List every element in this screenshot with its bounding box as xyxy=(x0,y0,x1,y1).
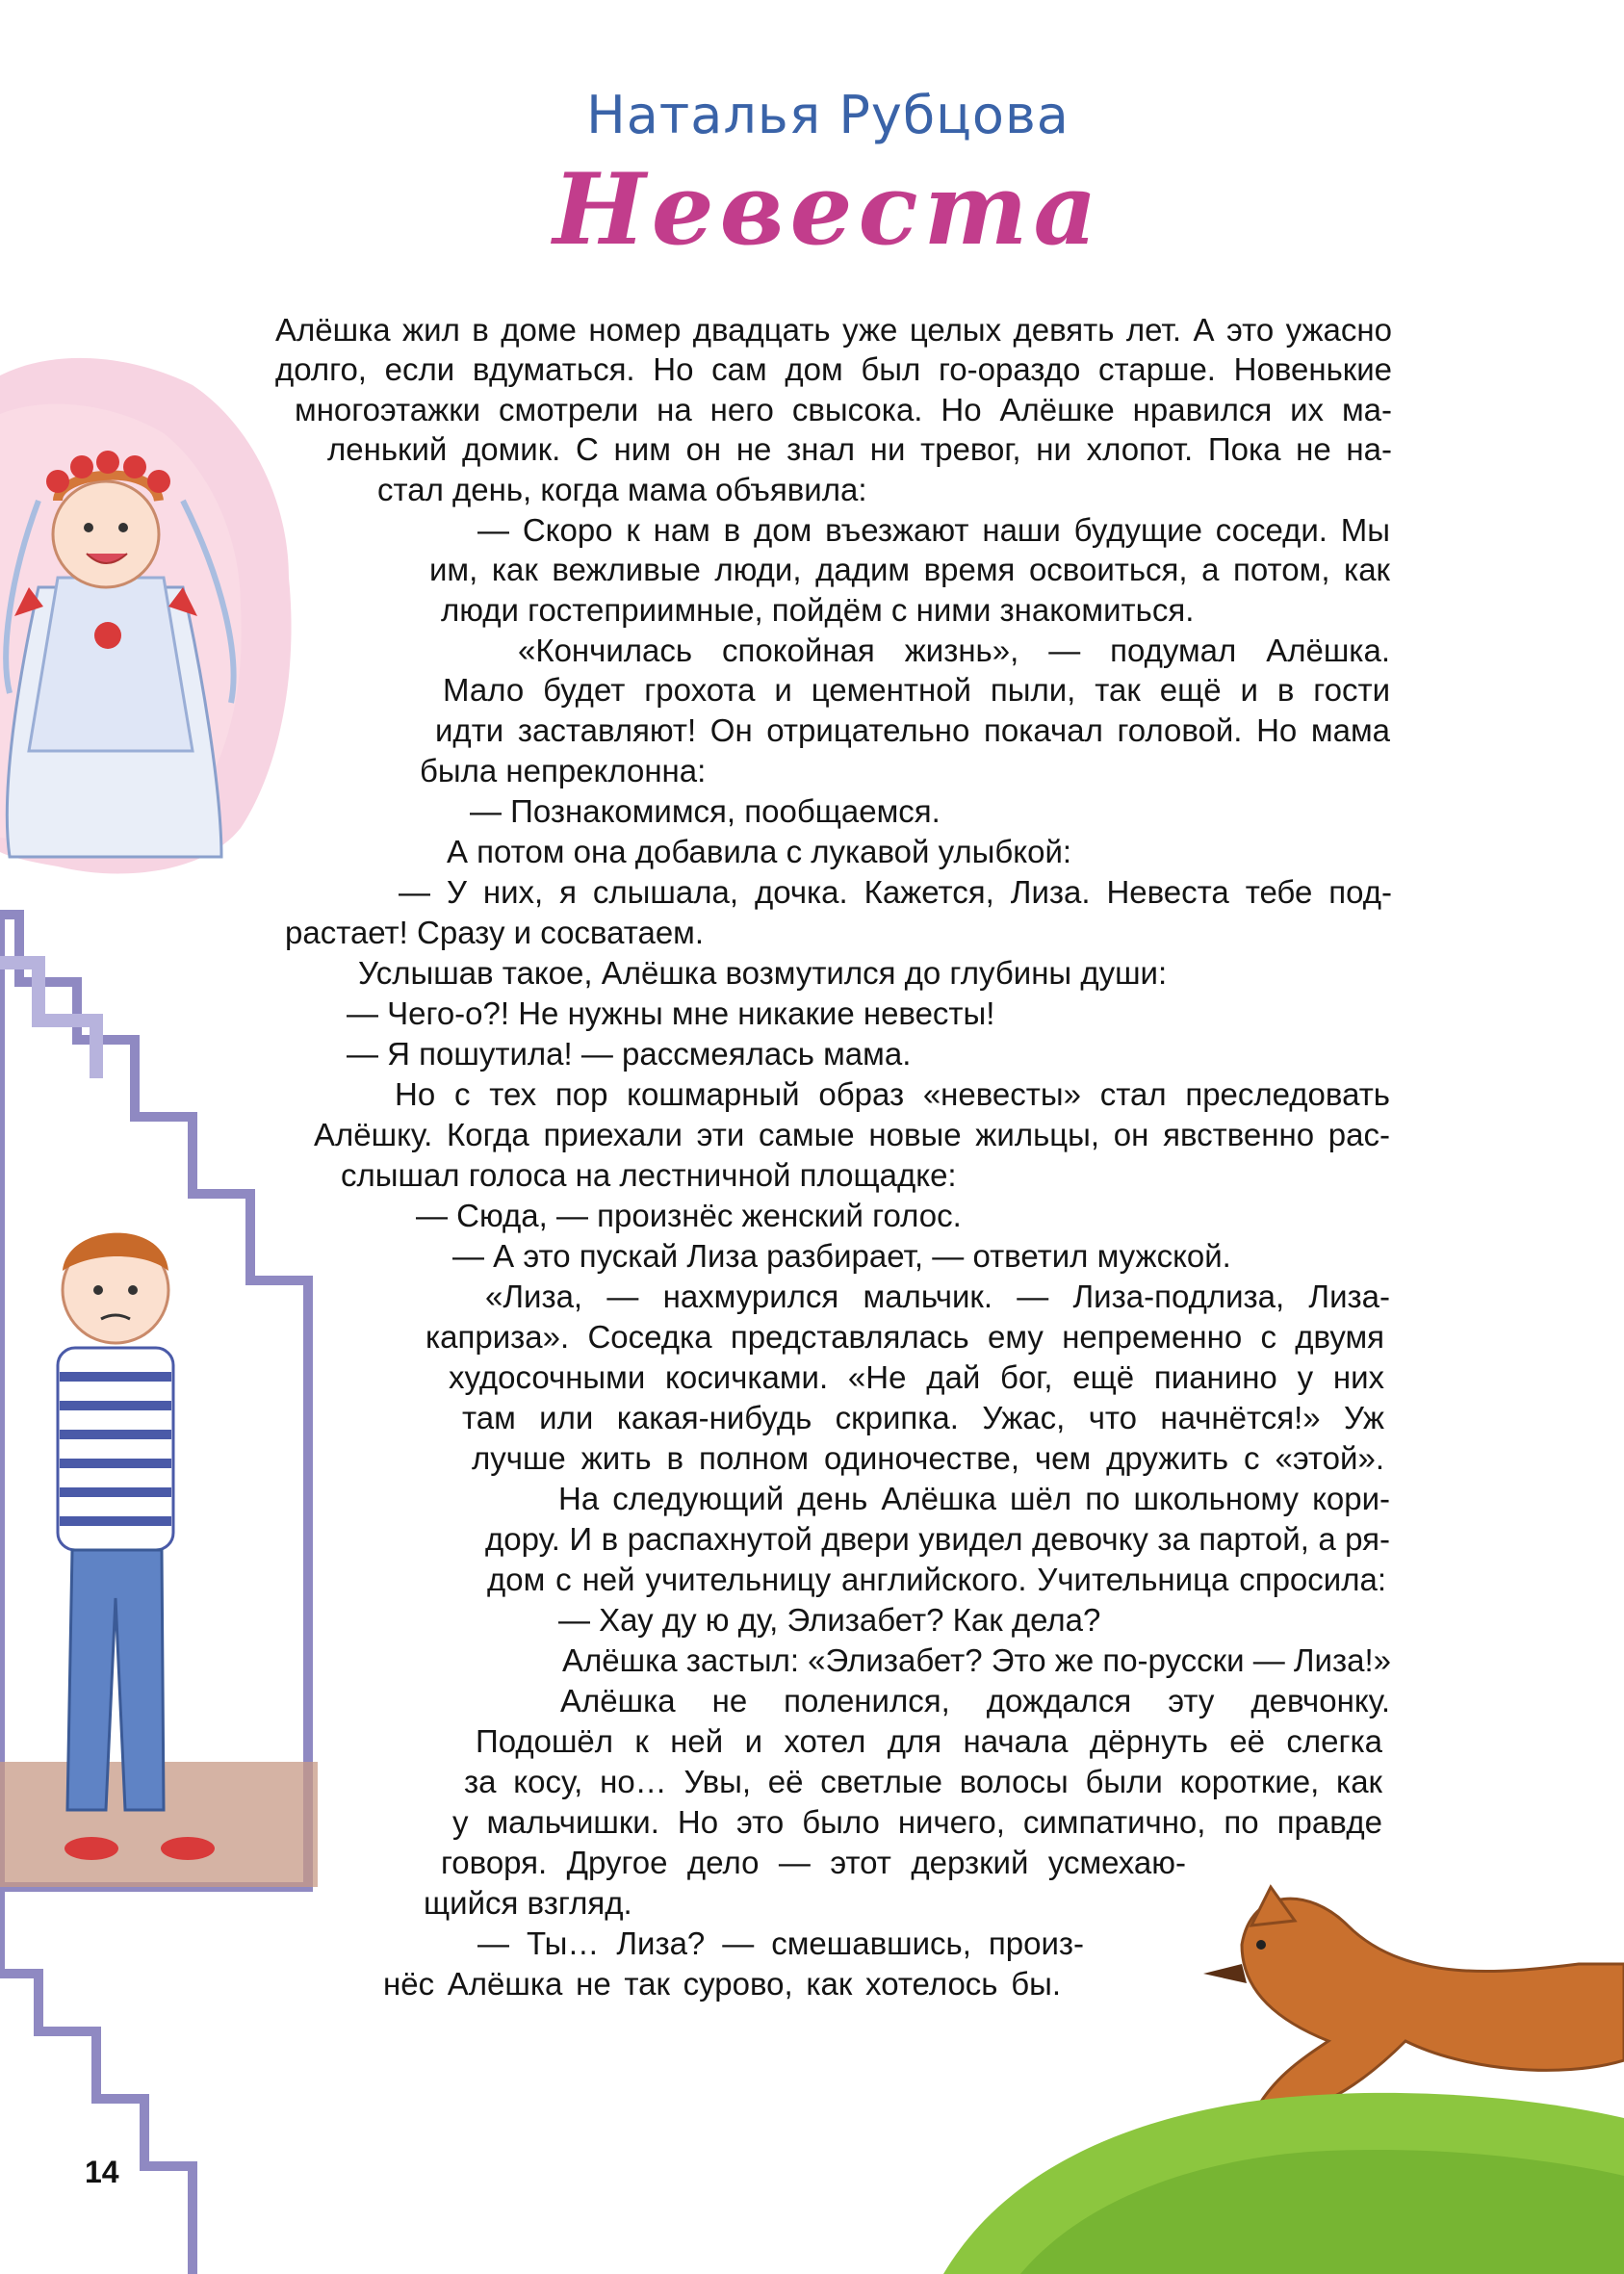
text-line: — У них, я слышала, дочка. Кажется, Лиза. Невеста тебе под- xyxy=(399,874,1392,910)
text-line: долго, если вдуматься. Но сам дом был го-ораздо старше. Новенькие xyxy=(275,351,1392,387)
text-line: говоря. Другое дело — этот дерзкий усмехаю- xyxy=(441,1845,1186,1880)
text-line: люди гостеприимные, пойдём с ними знакомиться. xyxy=(441,592,1195,628)
text-line: слышал голоса на лестничной площадке: xyxy=(341,1157,957,1193)
text-line: «Кончилась спокойная жизнь», — подумал Алёшка. xyxy=(518,633,1390,668)
text-line: Алёшка застыл: «Элизабет? Это же по-русски — Лиза!» xyxy=(562,1642,1391,1678)
story-title: Невеста xyxy=(553,152,1103,268)
text-line: — Я пошутила! — рассмеялась мама. xyxy=(347,1036,912,1072)
text-line: растает! Сразу и сосватаем. xyxy=(285,915,705,950)
text-line: «Лиза, — нахмурился мальчик. — Лиза-подлиза, Лиза- xyxy=(485,1279,1390,1314)
text-line: им, как вежливые люди, дадим время освоиться, а потом, как xyxy=(429,552,1390,587)
text-line: дору. И в распахнутой двери увидел девочку за партой, а ря- xyxy=(485,1521,1390,1557)
text-line: Но с тех пор кошмарный образ «невесты» стал преследовать xyxy=(395,1076,1390,1112)
text-line: А потом она добавила с лукавой улыбкой: xyxy=(447,834,1072,869)
text-line: — Ты… Лиза? — смешавшись, произ- xyxy=(477,1925,1084,1961)
text-line: — Познакомимся, пообщаемся. xyxy=(470,793,941,829)
text-line: капризa». Соседка представлялась ему непременно с двумя xyxy=(425,1319,1384,1355)
text-line: многоэтажки смотрели на него свысока. Но Алёшке нравился их ма- xyxy=(295,392,1392,427)
text-line: — Сюда, — произнёс женский голос. xyxy=(416,1198,962,1233)
text-line: Услышав такое, Алёшка возмутился до глубины души: xyxy=(358,955,1168,991)
text-line: Алёшка жил в доме номер двадцать уже целых девять лет. А это ужасно xyxy=(275,312,1392,348)
text-line: стал день, когда мама объявила: xyxy=(377,472,867,507)
text-line: там или какая-нибудь скрипка. Ужас, что начнётся!» Уж xyxy=(462,1400,1384,1435)
text-line: щийся взгляд. xyxy=(424,1885,632,1921)
text-line: лучше жить в полном одиночестве, чем дружить с «этой». xyxy=(472,1440,1384,1476)
text-line: На следующий день Алёшка шёл по школьному кори- xyxy=(558,1481,1390,1516)
text-line: Алёшку. Когда приехали эти самые новые жильцы, он явственно рас- xyxy=(314,1117,1390,1152)
text-line: Мало будет грохота и цементной пыли, так ещё и в гости xyxy=(443,672,1390,708)
text-line: за косу, но… Увы, её светлые волосы были короткие, как xyxy=(464,1764,1382,1799)
author-name: Наталья Рубцова xyxy=(586,85,1070,145)
text-line: была непреклонна: xyxy=(420,753,707,788)
text-line: — А это пускай Лиза разбирает, — ответил мужской. xyxy=(452,1238,1231,1274)
text-line: дом с ней учительницу английского. Учительница спросила: xyxy=(487,1562,1386,1597)
text-line: идти заставляют! Он отрицательно покачал головой. Но мама xyxy=(435,712,1390,748)
text-line: Алёшка не поленился, дождался эту девчонку. xyxy=(560,1683,1390,1718)
text-line: — Чего-о?! Не нужны мне никакие невесты! xyxy=(347,995,995,1031)
text-line: — Хау ду ю ду, Элизабет? Как дела? xyxy=(558,1602,1101,1638)
text-line: худосочными косичками. «Не дай бог, ещё пианино у них xyxy=(449,1359,1384,1395)
text-line: ленький домик. С ним он не знал ни тревог, ни хлопот. Пока не на- xyxy=(327,431,1392,467)
text-line: — Скоро к нам в дом въезжают наши будущие соседи. Мы xyxy=(477,512,1390,548)
text-line: Подошёл к ней и хотел для начала дёрнуть её слегка xyxy=(476,1723,1382,1759)
text-line: у мальчишки. Но это было ничего, симпатично, по правде xyxy=(452,1804,1382,1840)
text-line: нёс Алёшка не так сурово, как хотелось бы. xyxy=(383,1966,1061,2002)
page-number: 14 xyxy=(85,2155,119,2189)
